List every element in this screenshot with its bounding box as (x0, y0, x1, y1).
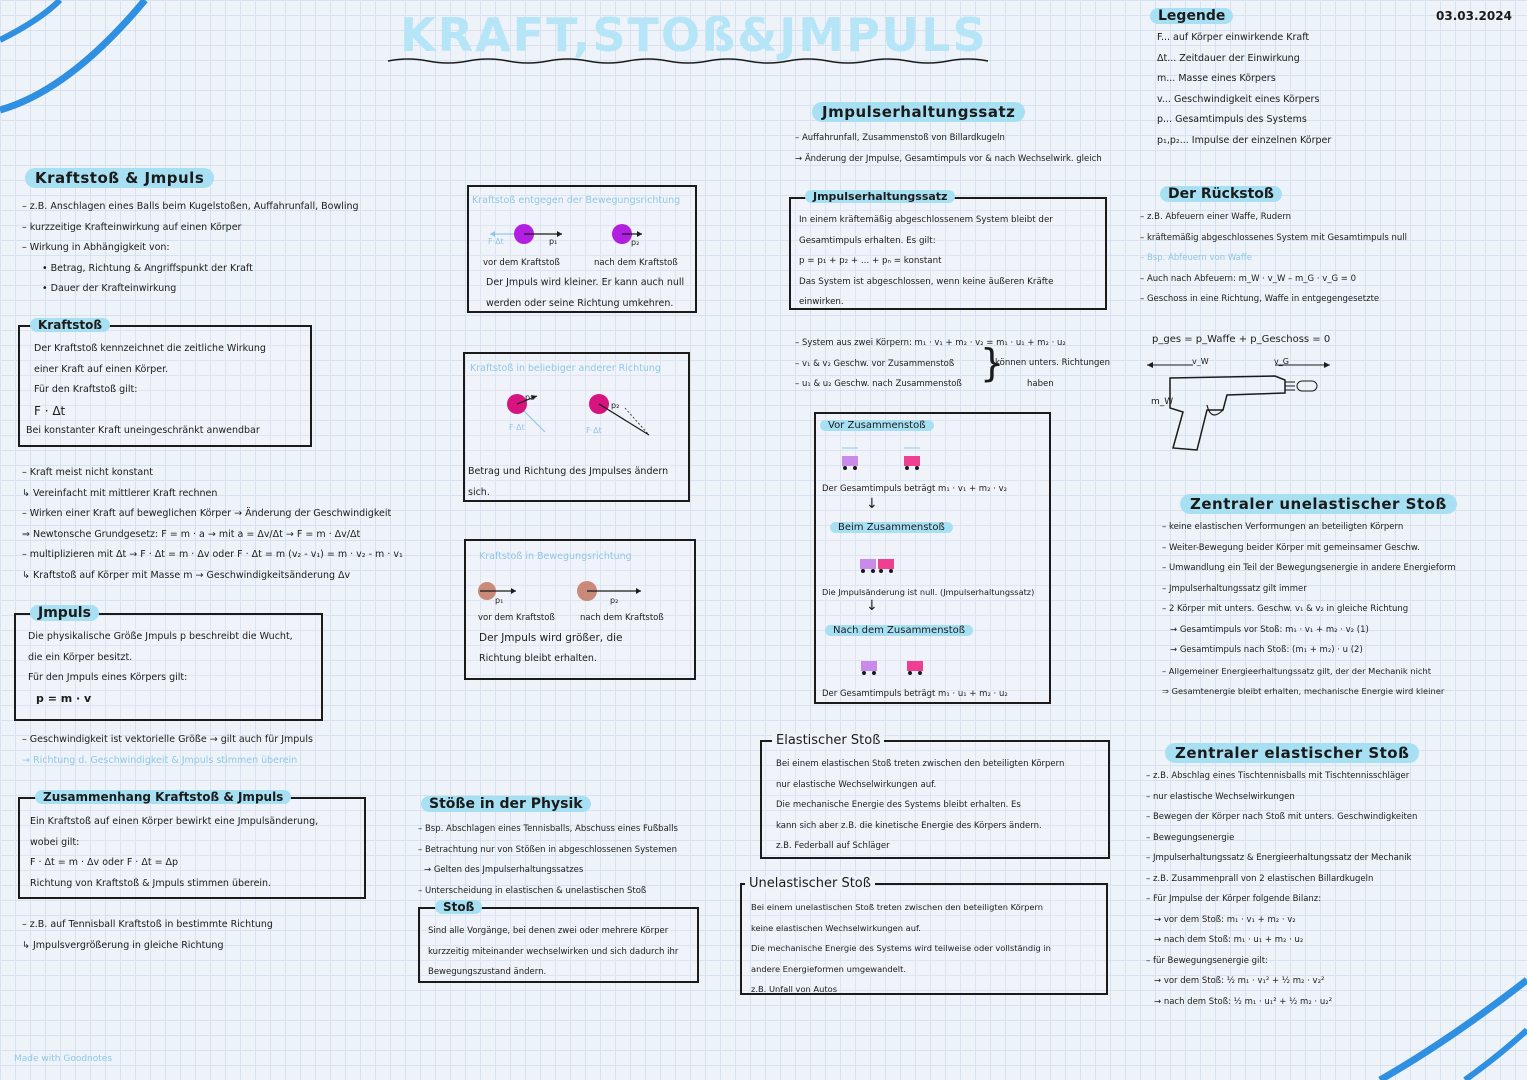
list-item: – Auffahrunfall, Zusammenstoß von Billardkugeln (795, 133, 1005, 143)
list-item: – für Bewegungsenergie gilt: (1146, 955, 1268, 966)
list-item: – Allgemeiner Energieerhaltungssatz gilt, der der Mechanik nicht (1162, 665, 1431, 676)
list-item: – Geschwindigkeit ist vektorielle Größe → gilt auch für Jmpuls (22, 734, 313, 745)
list-item: – z.B. Abfeuern einer Waffe, Rudern (1140, 212, 1292, 222)
diagram1-f-label: F·Δt (488, 237, 504, 246)
zentral-unelastisch-list (1162, 517, 1456, 702)
list-item: – z.B. Anschlagen eines Balls beim Kugelstoßen, Auffahrunfall, Bowling (22, 201, 359, 212)
list-item: – Betrachtung nur von Stößen in abgeschlossenen Systemen (418, 844, 678, 855)
list-item: – kurzzeitige Krafteinwirkung auf einen Körper (22, 221, 242, 233)
section-title-zentral-elastisch: Zentraler elastischer Stoß (1165, 743, 1419, 763)
diagram1-label-before: vor dem Kraftstoß (483, 258, 560, 268)
legend-item: v... Geschwindigkeit eines Körpers (1157, 93, 1320, 105)
list-item: – Jmpulserhaltungssatz gilt immer (1162, 583, 1307, 594)
diagram1-text (486, 273, 684, 314)
list-item: → vor dem Stoß: ½ m₁ · v₁² + ½ m₂ · v₂² (1154, 976, 1325, 986)
carts-after (835, 645, 945, 680)
text-line: werden oder seine Richtung umkehren. (486, 297, 674, 309)
list-item: → Gesamtimpuls nach Stoß: (m₁ + m₂) · u (2) (1170, 645, 1363, 655)
diagram1-p1: p₁ (549, 237, 558, 246)
zusammenhang-notes (22, 915, 273, 956)
list-item: → Änderung der Jmpulse, Gesamtimpuls vor & nach Wechselwirk. gleich (795, 153, 1102, 164)
list-item: → Gelten des Jmpulserhaltungssatzes (424, 865, 584, 875)
corner-wave-top-left (0, 0, 160, 120)
diagram2-f-label-1: F·Δt (509, 423, 525, 432)
rueckstoss-formula: p_ges = p_Waffe + p_Geschoss = 0 (1152, 334, 1331, 345)
text-line: keine elastischen Wechselwirkungen auf. (751, 922, 921, 933)
text-line: Die mechanische Energie des Systems bleibt erhalten. Es (776, 800, 1021, 810)
diagram-title: Kraftstoß in beliebiger anderer Richtung (470, 363, 661, 374)
text-line: Ein Kraftstoß auf einen Körper bewirkt eine Jmpulsänderung, (30, 816, 319, 827)
elastischer-stoss-content (776, 754, 1064, 857)
text-line: Die physikalische Größe Jmpuls p beschreibt die Wucht, (28, 631, 293, 642)
list-item: – multiplizieren mit Δt → F · Δt = m · Δv oder F · Δt = m (v₂ - v₁) = m · v₂ - m · v₁ (22, 549, 403, 560)
list-item: – kräftemäßig abgeschlossenes System mit Gesamtimpuls null (1140, 232, 1407, 243)
list-item: – Weiter-Bewegung beider Körper mit gemeinsamer Geschw. (1162, 542, 1420, 553)
legend-title: Legende (1150, 8, 1233, 24)
text-line: Sind alle Vorgänge, bei denen zwei oder mehrere Körper (428, 926, 669, 936)
vor-text: Der Gesamtimpuls beträgt m₁ · v₁ + m₂ · v₂ (822, 484, 1008, 494)
text-line: Der Kraftstoß kennzeichnet die zeitliche Wirkung (34, 343, 266, 354)
text-line: Für den Kraftstoß gilt: (34, 384, 138, 395)
zentral-elastisch-list (1146, 766, 1417, 1012)
list-item: – Bsp. Abfeuern von Waffe (1140, 253, 1252, 263)
diagram3-label-after: nach dem Kraftstoß (580, 613, 664, 623)
list-item: • Betrag, Richtung & Angriffspunkt der Kraft (42, 262, 253, 274)
formula: p = m · v (36, 691, 92, 705)
list-item: – Wirken einer Kraft auf beweglichen Körper → Änderung der Geschwindigkeit (22, 508, 392, 519)
text-line: nur elastische Wechselwirkungen auf. (776, 779, 937, 790)
section-title-impulserhaltung: Jmpulserhaltungssatz (812, 102, 1025, 122)
list-item: – Für Jmpulse der Körper folgende Bilanz: (1146, 894, 1322, 904)
section-title-rueckstoss: Der Rückstoß (1160, 186, 1282, 202)
section-title-stoesse: Stöße in der Physik (421, 796, 591, 812)
legend-item: Δt... Zeitdauer der Einwirkung (1157, 52, 1300, 64)
list-item: – keine elastischen Verformungen an beteiligten Körpern (1162, 522, 1404, 532)
impulserhaltung-box-title: Jmpulserhaltungssatz (805, 190, 955, 203)
arrow-down-icon: ↓ (866, 496, 878, 512)
list-item: ⇒ Newtonsche Grundgesetz: F = m · a → mit a = Δv/Δt → F = m · Δv/Δt (22, 528, 361, 540)
kraft-notes (22, 463, 403, 586)
formula: p = p₁ + p₂ + ... + pₙ = konstant (799, 256, 942, 266)
diagram2-graphic (465, 380, 690, 450)
watermark: Made with Goodnotes (14, 1054, 113, 1064)
unelastischer-stoss-title: Unelastischer Stoß (745, 876, 875, 891)
impulserhaltung-list (795, 128, 1102, 169)
list-item: – Wirkung in Abhängigkeit von: (22, 242, 170, 253)
text-line: sich. (468, 486, 490, 498)
page-title: KRAFT,STOß&JMPULS (400, 8, 988, 62)
elastischer-stoss-title: Elastischer Stoß (772, 733, 884, 748)
text-line: haben (1027, 378, 1054, 389)
carts-during (845, 545, 935, 577)
legend-list (1157, 28, 1331, 151)
diagram2-text (468, 462, 668, 503)
text-line: Betrag und Richtung des Jmpulses ändern (468, 466, 669, 477)
diagram-title: Kraftstoß in Bewegungsrichtung (479, 551, 632, 562)
diagram3-label-before: vor dem Kraftstoß (478, 613, 555, 623)
list-item: ↳ Kraftstoß auf Körper mit Masse m → Geschwindigkeitsänderung Δv (22, 569, 351, 581)
formula: F · Δt = m · Δv oder F · Δt = Δp (30, 857, 179, 868)
legend-item: p... Gesamtimpuls des Systems (1157, 114, 1307, 125)
list-item: – v₁ & v₂ Geschw. vor Zusammenstoß (795, 358, 955, 369)
diagram1-label-after: nach dem Kraftstoß (594, 258, 678, 268)
legend-item: m... Masse eines Körpers (1157, 73, 1276, 84)
impuls-box-content (28, 627, 293, 709)
stoss-box-title: Stoß (435, 900, 482, 914)
list-item: – Kraft meist nicht konstant (22, 467, 153, 478)
kraftstoss-box-content (26, 339, 266, 442)
text-line: Der Jmpuls wird größer, die (479, 632, 623, 644)
list-item: ↳ Jmpulsvergrößerung in gleiche Richtung (22, 939, 224, 951)
date: 03.03.2024 (1436, 9, 1512, 23)
carts-before (828, 440, 938, 475)
list-item: – Bewegungsenergie (1146, 832, 1235, 843)
impulserhaltung-box-content (799, 210, 1053, 313)
beim-text: Die Jmpulsänderung ist null. (Jmpulserhaltungssatz) (822, 587, 1035, 597)
list-item: – z.B. auf Tennisball Kraftstoß in bestimmte Richtung (22, 919, 273, 930)
zusammenhang-box-content (30, 812, 318, 894)
text-line: einwirken. (799, 297, 844, 307)
diagram3-text (479, 628, 623, 669)
text-line: Richtung bleibt erhalten. (479, 652, 597, 664)
text-line: wobei gilt: (30, 836, 80, 848)
list-item: → nach dem Stoß: m₁ · u₁ + m₂ · u₂ (1154, 935, 1304, 945)
text-line: kurzzeitig miteinander wechselwirken und sich dadurch ihr (428, 946, 679, 957)
text-line: Bewegungszustand ändern. (428, 967, 547, 977)
arrow-down-icon: ↓ (866, 598, 878, 614)
rueckstoss-vw: v_W (1192, 357, 1209, 366)
text-line: z.B. Federball auf Schläger (776, 841, 890, 851)
nach-zusammenstoss-title: Nach dem Zusammenstoß (825, 625, 973, 636)
list-item: • Dauer der Krafteinwirkung (42, 283, 177, 294)
text-line: Das System ist abgeschlossen, wenn keine äußeren Kräfte (799, 276, 1054, 287)
list-item: – Geschoss in eine Richtung, Waffe in entgegengesetzte (1140, 294, 1380, 304)
diagram2-f-label-2: F·Δt (586, 426, 602, 435)
text-line: Die mechanische Energie des Systems wird teilweise oder vollständig in (751, 943, 1051, 953)
vor-zusammenstoss-title: Vor Zusammenstoß (820, 420, 934, 431)
legend-item: p₁,p₂... Impulse der einzelnen Körper (1157, 134, 1332, 146)
stoss-box-content (428, 921, 678, 983)
diagram3-p1: p₁ (495, 596, 504, 605)
list-item: → vor dem Stoß: m₁ · v₁ + m₂ · v₂ (1154, 914, 1296, 925)
rueckstoss-mw: m_W (1151, 397, 1174, 407)
impuls-box-title: Jmpuls (30, 605, 99, 621)
zusammenhang-box-title: Zusammenhang Kraftstoß & Jmpuls (35, 790, 291, 804)
beim-zusammenstoss-title: Beim Zusammenstoß (830, 522, 953, 533)
legend-item: F... auf Körper einwirkende Kraft (1157, 32, 1310, 43)
list-item: – System aus zwei Körpern: m₁ · v₁ + m₂ · v₂ = m₁ · u₁ + m₂ · u₂ (795, 338, 1066, 348)
diagram2-p1: p₁ (525, 393, 534, 402)
list-item: → Gesamtimpuls vor Stoß: m₁ · v₁ + m₂ · v₂ (1) (1170, 624, 1369, 635)
text-line: die ein Körper besitzt. (28, 651, 133, 663)
section-title-zentral-unelastisch: Zentraler unelastischer Stoß (1180, 494, 1457, 514)
diagram2-p2: p₂ (611, 401, 620, 410)
brace-text (995, 353, 1110, 394)
text-line: andere Energieformen umgewandelt. (751, 963, 906, 974)
stoesse-list (418, 819, 678, 901)
list-item: – Unterscheidung in elastischen & unelastischen Stoß (418, 885, 647, 896)
impuls-notes (22, 730, 313, 771)
list-item: ⇒ Gesamtenergie bleibt erhalten, mechanische Energie wird kleiner (1162, 686, 1445, 696)
text-line: einer Kraft auf einen Körper. (34, 363, 169, 375)
list-item: – nur elastische Wechselwirkungen (1146, 791, 1295, 802)
unelastischer-stoss-content (751, 897, 1051, 1000)
brace-icon: } (980, 341, 1005, 385)
list-item: – Bsp. Abschlagen eines Tennisballs, Abschuss eines Fußballs (418, 824, 678, 834)
list-item: – Auch nach Abfeuern: m_W · v_W – m_G · v_G = 0 (1140, 273, 1357, 284)
text-line: können unters. Richtungen (995, 358, 1111, 368)
rueckstoss-list (1140, 207, 1407, 310)
list-item: – z.B. Abschlag eines Tischtennisballs mit Tischtennisschläger (1146, 771, 1410, 781)
diagram1-p2: p₂ (631, 238, 640, 247)
diagram3-p2: p₂ (610, 596, 619, 605)
list-item: – Jmpulserhaltungssatz & Energieerhaltungssatz der Mechanik (1146, 853, 1412, 863)
text-line: In einem kräftemäßig abgeschlossenem System bleibt der (799, 215, 1053, 225)
section-title-kraftstoss-impuls: Kraftstoß & Jmpuls (25, 168, 214, 188)
text-line: Richtung von Kraftstoß & Jmpuls stimmen überein. (30, 877, 272, 889)
text-line: Bei konstanter Kraft uneingeschränkt anwendbar (26, 425, 260, 436)
text-line: Der Jmpuls wird kleiner. Er kann auch null (486, 277, 685, 288)
list-item: → nach dem Stoß: ½ m₁ · u₁² + ½ m₂ · u₂² (1154, 996, 1333, 1007)
title-underline (388, 56, 988, 66)
list-item: – Bewegen der Körper nach Stoß mit unters. Geschwindigkeiten (1146, 812, 1418, 822)
formula: F · Δt (34, 403, 66, 418)
text-line: z.B. Unfall von Autos (751, 984, 838, 994)
kraftstoss-box-title: Kraftstoß (30, 318, 110, 332)
gun-icon (1145, 360, 1345, 455)
list-item: – u₁ & u₂ Geschw. nach Zusammenstoß (795, 379, 962, 389)
list-item: ↳ Vereinfacht mit mittlerer Kraft rechnen (22, 487, 218, 499)
list-item: → Richtung d. Geschwindigkeit & Jmpuls stimmen überein (22, 754, 298, 766)
text-line: Für den Jmpuls eines Körpers gilt: (28, 672, 188, 683)
text-line: Bei einem elastischen Stoß treten zwischen den beteiligten Körpern (776, 759, 1065, 769)
text-line: kann sich aber z.B. die kinetische Energie des Körpers ändern. (776, 820, 1042, 831)
diagram-title: Kraftstoß entgegen der Bewegungsrichtung (472, 195, 681, 206)
nach-text: Der Gesamtimpuls beträgt m₁ · u₁ + m₂ · u₂ (822, 689, 1008, 699)
list-item: – Umwandlung ein Teil der Bewegungsenergie in andere Energieform (1162, 563, 1456, 573)
list-item: – 2 Körper mit unters. Geschw. v₁ & v₂ in gleiche Richtung (1162, 604, 1409, 614)
text-line: Bei einem unelastischen Stoß treten zwischen den beteiligten Körpern (751, 902, 1043, 912)
kraftstoss-impuls-list (22, 197, 359, 300)
rueckstoss-vg: v_G (1274, 357, 1289, 366)
text-line: Gesamtimpuls erhalten. Es gilt: (799, 235, 936, 246)
list-item: – z.B. Zusammenprall von 2 elastischen Billardkugeln (1146, 873, 1374, 884)
